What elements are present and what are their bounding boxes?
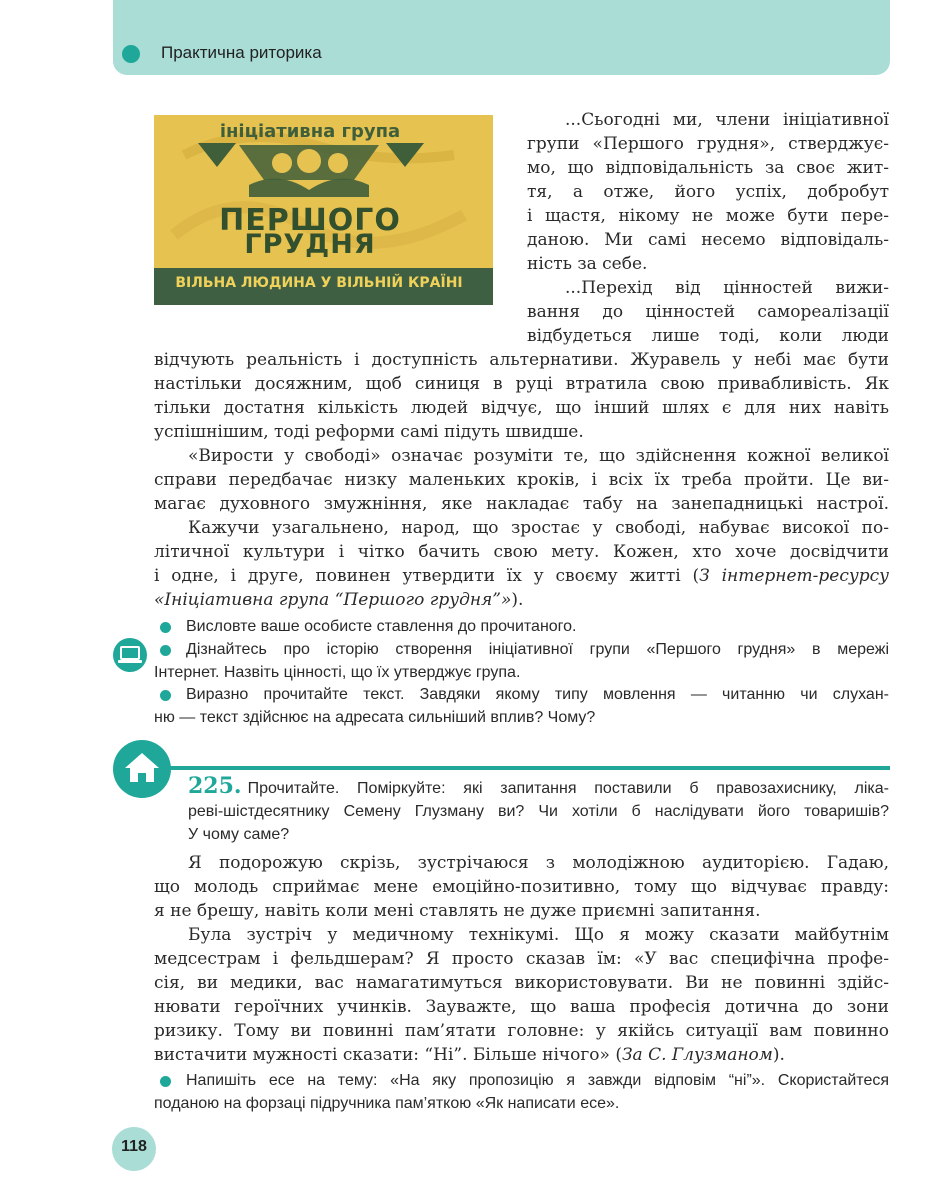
text-line: «Вирости у свободі» означає розуміти те, що здійснення кожної великої (188, 446, 889, 466)
text-line: магає духовного змужніння, яке накладає табу на занепадницькі настрої. (154, 494, 889, 514)
text-line: що молодь сприймає мене емоційно-позитивно, тому що відчуває правду: (154, 877, 889, 897)
text-line: відчують реальність і доступність альтернативи. Журавель у небі має бути (154, 350, 889, 370)
text-line: тя, а отже, його успіх, добробут (527, 182, 889, 202)
question-item-continued: Інтернет. Назвіть цінності, що їх утверджує група. (154, 664, 521, 681)
text-line: успішнішим, тоді реформи самі підуть швидше. (154, 422, 584, 442)
homework-marker (113, 740, 171, 798)
text-line: я не брешу, навіть коли мені ставлять не дуже приємні запитання. (154, 901, 761, 921)
section-title: Практична риторика (161, 43, 322, 62)
text-line: даною. Ми самі несемо відповідаль- (527, 230, 889, 250)
text-line: групи «Першого грудня», стверджує- (527, 134, 889, 154)
text-line (154, 564, 889, 588)
task-number: 225. (188, 773, 242, 799)
text-line: Була зустріч у медичному технікумі. Що я можу сказати майбутнім (188, 925, 889, 945)
question-item: Дізнайтесь про історію створення ініціативної групи «Першого грудня» в мережі (186, 641, 889, 658)
poster-slogan: ВІЛЬНА ЛЮДИНА У ВІЛЬНІЙ КРАЇНІ (175, 275, 463, 291)
text-line: тільки достатня кількість людей відчує, що інший шлях є для них навіть (154, 398, 889, 418)
poster-title-line2: ГРУДНЯ (244, 229, 376, 260)
question-item-continued: поданою на форзаці підручника пам’яткою «Як написати есе». (154, 1095, 620, 1112)
bullet-dot (160, 645, 171, 656)
text-line: Я подорожую скрізь, зустрічаюся з молодіжною аудиторією. Гадаю, (188, 853, 889, 873)
question-item: Виразно прочитайте текст. Завдяки якому типу мовлення — читанню чи слухан- (186, 686, 889, 703)
source-citation: З інтернет-ресурсу (699, 566, 890, 586)
page-number: 118 (121, 1138, 147, 1155)
laptop-icon (113, 638, 147, 672)
text-line: і щастя, нікому не може бути пере- (527, 206, 889, 226)
text-line: медсестрам і фельдшерам? Я просто сказав їм: «У вас специфічна профе- (154, 949, 889, 969)
question-item: Напишіть есе на тему: «На яку пропозицію я завжди відповім “ні”». Скористайтеся (186, 1072, 889, 1089)
text-line: ризику. Тому ви повинні пам’ятати головне: у якійсь ситуації вам повинно (154, 1021, 889, 1041)
task-text: Прочитайте. Поміркуйте: які запитання поставили б правозахиснику, ліка- (247, 780, 889, 797)
internet-task-marker (113, 638, 147, 672)
header-bullet-dot (122, 45, 140, 63)
task-instruction: У чому саме? (188, 826, 290, 843)
source-citation: «Ініціативна група “Першого грудня”» (154, 590, 512, 610)
poster-title-line1: ПЕРШОГО (219, 203, 401, 238)
text-line: справи передбачає низку маленьких кроків, і всіх їх треба пройти. Це ви- (154, 470, 889, 490)
task-instruction (188, 774, 889, 801)
text-fragment: і одне, і друге, повинен утвердити їх у своєму житті ( (154, 566, 700, 586)
text-fragment: ). (511, 590, 524, 610)
header-bar (113, 0, 890, 75)
question-item-continued: ню — текст здійснює на адресата сильніший вплив? Чому? (154, 709, 596, 726)
text-line: Кажучи узагальнено, народ, що зростає у свободі, набуває високої по- (188, 518, 889, 538)
text-line: ...Перехід від цінностей вижи- (565, 278, 889, 298)
text-line: мо, що відповідальність за своє жит- (527, 158, 889, 178)
bullet-dot (160, 622, 171, 633)
text-line (154, 1043, 889, 1067)
text-line (154, 588, 889, 612)
bullet-dot (160, 1076, 171, 1087)
task-divider-line (160, 766, 890, 770)
text-line: літичної культури і чітко бачить свою мету. Кожен, хто хоче досвідчити (154, 542, 889, 562)
text-line: відбудеться лише тоді, коли люди (527, 326, 889, 346)
source-citation: За С. Глузманом (621, 1045, 773, 1065)
text-line: сія, ви медики, вас намагатимуться використовувати. Ви не повинні здійс- (154, 973, 889, 993)
poster-top-text: ініціативна група (219, 121, 401, 142)
bullet-dot (160, 690, 171, 701)
text-line: настільки досяжним, щоб синиця в руці втратила свою привабливість. Як (154, 374, 889, 394)
home-icon (113, 740, 171, 798)
text-line: ність за себе. (527, 254, 648, 274)
task-instruction: реві-шістдесятнику Семену Глузману ви? Чи хотіли б наслідувати його товаришів? (188, 803, 889, 820)
text-line: нювати героїчних учинків. Зауважте, що ваша професія дотична до зони (154, 997, 889, 1017)
text-line: ...Сьогодні ми, члени ініціативної (565, 110, 889, 130)
text-line: вання до цінностей самореалізації (527, 302, 889, 322)
text-fragment: вистачити мужності сказати: “Ні”. Більше нічого» ( (154, 1045, 622, 1065)
poster-image (154, 115, 493, 305)
question-item: Висловте ваше особисте ставлення до прочитаного. (186, 618, 577, 635)
text-fragment: ). (772, 1045, 785, 1065)
